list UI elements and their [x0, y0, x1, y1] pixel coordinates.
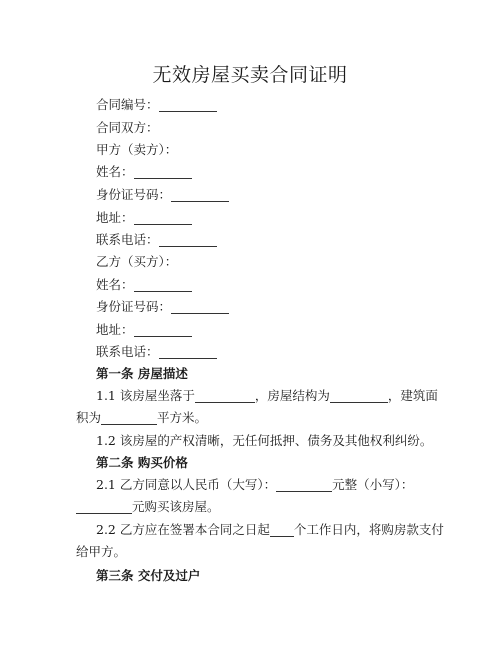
party-a-phone-line — [96, 230, 217, 248]
party-a-name-label: 姓名： — [96, 164, 134, 179]
party-a-name-blank[interactable] — [134, 164, 192, 179]
party-a-id-blank[interactable] — [171, 187, 229, 202]
contract-number-blank[interactable] — [159, 97, 217, 112]
article-1-clause-2: 1.2 该房屋的产权清晰，无任何抵押、债务及其他权利纠纷。 — [96, 433, 433, 448]
location-blank[interactable] — [195, 388, 255, 403]
party-a-line — [96, 140, 177, 158]
party-b-phone-blank[interactable] — [159, 344, 217, 359]
party-b-label: 乙方（买方）： — [96, 254, 178, 269]
contract-number-label: 合同编号： — [96, 97, 159, 112]
clause-2-1-text-b: 元整（小写）： — [332, 477, 414, 492]
party-a-name-line — [96, 162, 192, 180]
area-blank[interactable] — [101, 410, 157, 425]
structure-blank[interactable] — [330, 388, 388, 403]
price-lowercase-blank[interactable] — [76, 499, 132, 514]
article-1-clause-1-line-2 — [76, 408, 207, 426]
party-b-address-blank[interactable] — [134, 322, 192, 337]
clause-1-1-text-e: 平方米。 — [157, 410, 208, 425]
clause-1-1-text-c: ，建筑面 — [387, 388, 438, 403]
party-a-label: 甲方（卖方）： — [96, 142, 178, 157]
price-uppercase-blank[interactable] — [276, 477, 332, 492]
contract-number-line — [96, 95, 217, 113]
party-a-phone-blank[interactable] — [159, 232, 217, 247]
article-2-clause-2-line-1 — [96, 520, 444, 538]
contract-parties-label: 合同双方： — [96, 120, 159, 135]
party-a-address-label: 地址： — [96, 210, 134, 225]
party-b-phone-label: 联系电话： — [96, 344, 159, 359]
clause-1-1-text-b: ，房屋结构为 — [254, 388, 330, 403]
party-a-id-line — [96, 185, 229, 203]
party-a-address-line — [96, 208, 192, 226]
article-2-clause-1-line-2 — [76, 497, 220, 515]
party-a-address-blank[interactable] — [134, 210, 192, 225]
document-title: 无效房屋买卖合同证明 — [152, 64, 348, 86]
clause-1-1-text-a: 1.1 该房屋坐落于 — [96, 388, 195, 403]
clause-2-1-text-c: 元购买该房屋。 — [132, 499, 220, 514]
clause-2-1-text-a: 2.1 乙方同意以人民币（大写）： — [96, 477, 277, 492]
party-b-name-label: 姓名： — [96, 277, 134, 292]
contract-parties-line — [96, 118, 159, 136]
party-b-address-label: 地址： — [96, 322, 134, 337]
article-1-clause-1-line-1 — [96, 386, 438, 404]
party-b-phone-line — [96, 342, 217, 360]
workdays-blank[interactable] — [270, 522, 294, 537]
party-b-address-line — [96, 320, 192, 338]
clause-2-2-text-a: 2.2 乙方应在签署本合同之日起 — [96, 522, 270, 537]
party-b-id-label: 身份证号码： — [96, 299, 172, 314]
party-b-name-line — [96, 275, 192, 293]
clause-1-1-text-d: 积为 — [76, 410, 102, 425]
clause-2-2-text-b: 个工作日内，将购房款支付 — [293, 522, 444, 537]
party-b-name-blank[interactable] — [134, 277, 192, 292]
article-2-heading: 第二条 购买价格 — [96, 455, 188, 470]
article-1-heading: 第一条 房屋描述 — [96, 366, 188, 381]
article-2-clause-2-line-2: 给甲方。 — [76, 544, 127, 559]
article-2-clause-1-line-1 — [96, 475, 413, 493]
party-a-id-label: 身份证号码： — [96, 187, 172, 202]
party-b-line — [96, 252, 177, 270]
party-b-id-line — [96, 297, 229, 315]
party-b-id-blank[interactable] — [171, 299, 229, 314]
article-3-heading: 第三条 交付及过户 — [96, 568, 201, 583]
party-a-phone-label: 联系电话： — [96, 232, 159, 247]
